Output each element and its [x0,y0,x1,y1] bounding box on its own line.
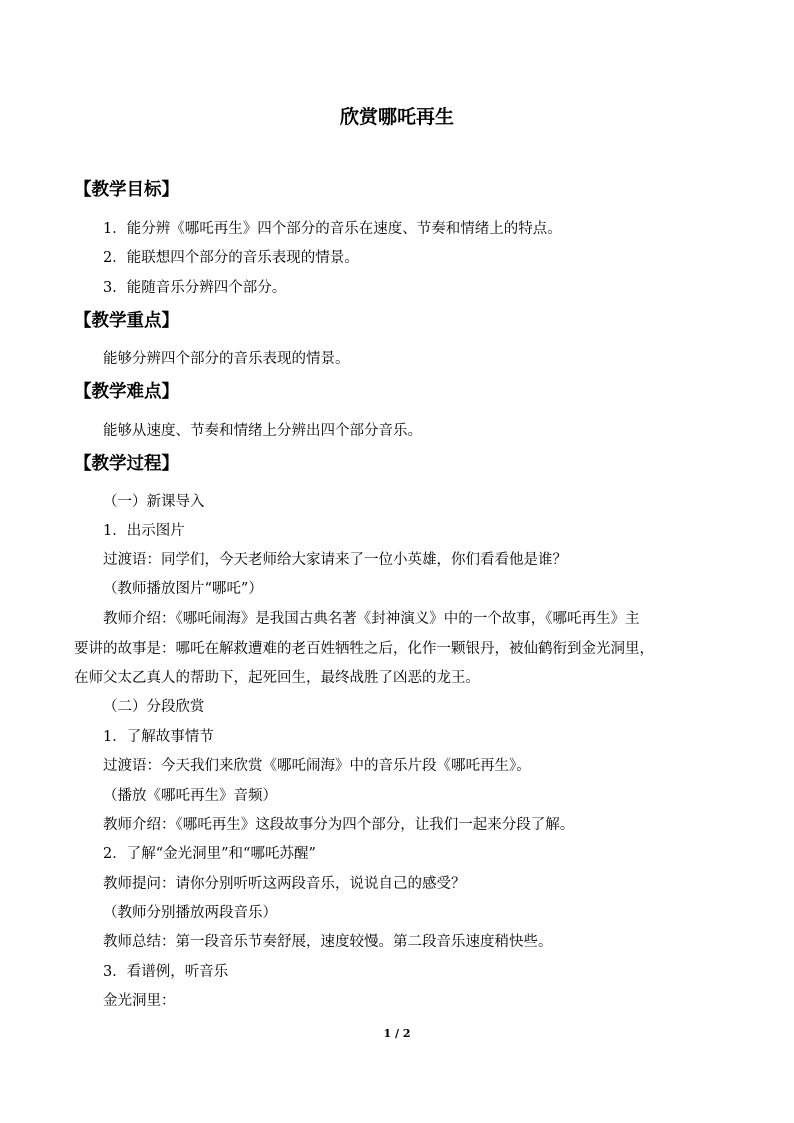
process-line: （播放《哪吒再生》音频） [103,788,277,804]
page-number: 1 / 2 [383,1027,411,1040]
difficulties-text: 能够从速度、节奏和情绪上分辨出四个部分音乐。 [103,423,422,439]
goal-item-1: 1．能分辨《哪吒再生》四个部分的音乐在速度、节奏和情绪上的特点。 [103,221,562,237]
section-heading-difficulties: 【教学难点】 [74,382,179,402]
section-heading-goals: 【教学目标】 [74,180,179,200]
process-line: 教师介绍：《哪吒再生》这段故事分为四个部分，让我们一起来分段了解。 [103,817,575,833]
section-heading-key-points: 【教学重点】 [74,311,179,331]
process-line: （二）分段欣赏 [103,699,205,715]
process-line: 2．了解“金光洞里”和“哪吒苏醒” [103,846,316,862]
process-line: 过渡语：今天我们来欣赏《哪吒闹海》中的音乐片段《哪吒再生》。 [103,758,531,774]
process-line: 1．出示图片 [103,523,185,539]
process-line: 教师提问：请你分别听听这两段音乐，说说自己的感受？ [103,876,466,892]
document-title: 欣赏哪吒再生 [339,106,454,128]
process-line: 教师介绍：《哪吒闹海》是我国古典名著《封神演义》中的一个故事，《哪吒再生》主 [103,611,640,627]
goal-item-3: 3．能随音乐分辨四个部分。 [103,280,287,296]
process-line: 在师父太乙真人的帮助下，起死回生，最终战胜了凶恶的龙王。 [74,670,480,686]
process-line: 3．看谱例，听音乐 [103,964,229,980]
process-line: （教师分别播放两段音乐） [103,905,277,921]
process-line: 教师总结：第一段音乐节奏舒展，速度较慢。第二段音乐速度稍快些。 [103,934,553,950]
process-line: 要讲的故事是：哪吒在解救遭难的老百姓牺牲之后，化作一颗银丹，被仙鹤衔到金光洞里， [74,641,654,657]
goal-item-2: 2．能联想四个部分的音乐表现的情景。 [103,250,359,266]
process-line: 金光洞里： [103,993,176,1009]
section-heading-process: 【教学过程】 [74,454,179,474]
process-line: 过渡语：同学们，今天老师给大家请来了一位小英雄，你们看看他是谁？ [103,552,567,568]
process-line: （一）新课导入 [103,494,205,510]
process-line: （教师播放图片“哪吒”） [103,581,263,597]
key-points-text: 能够分辨四个部分的音乐表现的情景。 [103,351,350,367]
process-line: 1．了解故事情节 [103,729,214,745]
